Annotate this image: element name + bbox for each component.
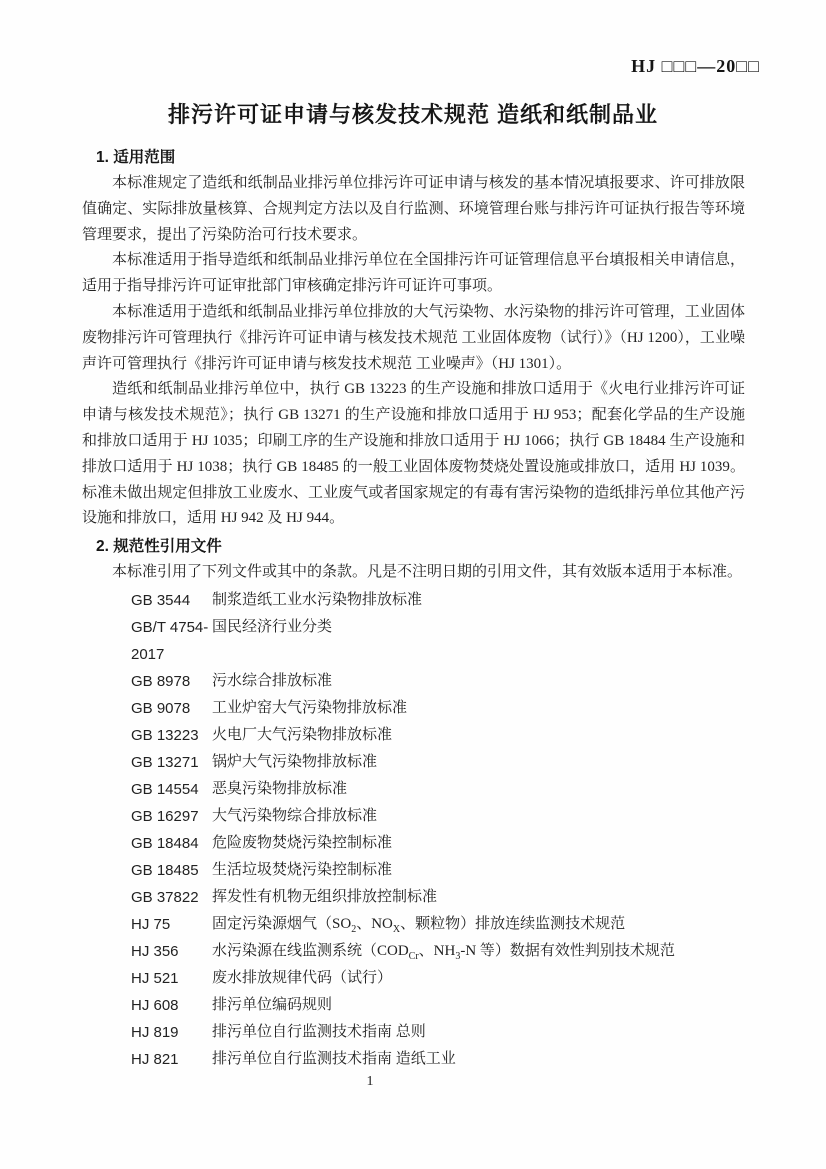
standard-number-header: HJ □□□—20□□ [631, 56, 760, 76]
reference-title: 恶臭污染物排放标准 [212, 780, 348, 797]
reference-code: GB 13223 [131, 726, 199, 744]
reference-code: GB 14554 [131, 780, 199, 798]
section-2-heading: 2. 规范性引用文件 [96, 538, 222, 556]
reference-row [131, 614, 745, 668]
body-paragraph: 本标准适用于指导造纸和纸制品业排污单位在全国排污许可证管理信息平台填报相关申请信息，适用于指导排污许可证审批部门审核确定排污许可证许可事项。 [82, 252, 745, 295]
reference-row [131, 992, 745, 1019]
body-paragraph: 造纸和纸制品业排污单位中，执行 GB 13223 的生产设施和排放口适用于《火电行业排污许可证申请与核发技术规范》；执行 GB 13271 的生产设施和排放口适用于 HJ 953；配套化学品的生产设施和排放口适用于 HJ 1035；印刷工序的生产设施和排放口适用于 HJ 1066；执行 GB 18484 生产设施和排放口适用于 HJ 1038；执行 GB 18485 的一般工业固体废物焚烧处置设施或排放口，适用 HJ 1039。标准未做出规定但排放工业废水、工业废气或者国家规定的有毒有害污染物的造纸排污单位其他产污设施和排放口，适用 HJ 942 及 HJ 944。 [82, 381, 745, 527]
reference-code: GB 3544 [131, 591, 191, 609]
reference-code: HJ 819 [131, 1023, 179, 1041]
reference-row [131, 857, 745, 884]
reference-row [131, 938, 745, 965]
reference-code: GB 8978 [131, 672, 191, 690]
body-paragraph: 本标准适用于造纸和纸制品业排污单位排放的大气污染物、水污染物的排污许可管理，工业固体废物排污许可管理执行《排污许可证申请与核发技术规范 工业固体废物（试行）》（HJ 1200），工业噪声许可管理执行《排污许可证申请与核发技术规范 工业噪声》（HJ 1301）。 [82, 303, 745, 372]
reference-title: 排污单位自行监测技术指南 造纸工业 [212, 1050, 456, 1067]
reference-row [131, 1046, 745, 1073]
reference-title: 污水综合排放标准 [212, 672, 333, 689]
reference-title: 危险废物焚烧污染控制标准 [212, 834, 393, 851]
normative-reference-list [131, 587, 745, 1073]
reference-code: HJ 521 [131, 969, 179, 987]
reference-code: GB 18485 [131, 861, 199, 879]
reference-title: 工业炉窑大气污染物排放标准 [212, 699, 408, 716]
reference-title: 排污单位编码规则 [212, 996, 333, 1013]
section-1-heading: 1. 适用范围 [96, 149, 176, 166]
page-content [0, 147, 826, 1073]
reference-code: GB 16297 [131, 807, 199, 825]
document-title: 排污许可证申请与核发技术规范 造纸和纸制品业 [167, 102, 659, 127]
reference-title: 国民经济行业分类 [212, 618, 333, 635]
reference-title: 水污染源在线监测系统（$COD_{Cr}$、$NH_3-N$ 等）数据有效性判别技术规范 [212, 942, 675, 962]
reference-row [131, 911, 745, 938]
reference-code: HJ 608 [131, 996, 179, 1014]
reference-row [131, 722, 745, 749]
reference-code: HJ 356 [131, 942, 179, 960]
section-2-intro: 本标准引用了下列文件或其中的条款。凡是不注明日期的引用文件，其有效版本适用于本标准。 [112, 564, 743, 581]
reference-title: 火电厂大气污染物排放标准 [212, 726, 393, 743]
reference-title: 锅炉大气污染物排放标准 [212, 753, 378, 770]
reference-code: HJ 75 [131, 915, 171, 933]
reference-title: 制浆造纸工业水污染物排放标准 [212, 591, 423, 608]
reference-code: GB/T 4754-2017 [131, 618, 209, 663]
reference-row [131, 668, 745, 695]
section-1-body [82, 171, 745, 532]
reference-title: 排污单位自行监测技术指南 总则 [212, 1023, 426, 1040]
reference-row [131, 749, 745, 776]
reference-title: 挥发性有机物无组织排放控制标准 [212, 888, 438, 905]
reference-code: GB 13271 [131, 753, 199, 771]
reference-row [131, 587, 745, 614]
reference-row [131, 1019, 745, 1046]
reference-title: 生活垃圾焚烧污染控制标准 [212, 861, 393, 878]
reference-title: 固定污染源烟气（$SO_2$、$NO_X$、颗粒物）排放连续监测技术规范 [212, 915, 626, 935]
reference-code: GB 37822 [131, 888, 199, 906]
reference-title: 废水排放规律代码（试行） [212, 969, 393, 986]
body-paragraph: 本标准规定了造纸和纸制品业排污单位排污许可证申请与核发的基本情况填报要求、许可排放限值确定、实际排放量核算、合规判定方法以及自行监测、环境管理台账与排污许可证执行报告等环境管理要求，提出了污染防治可行技术要求。 [82, 175, 745, 243]
reference-row [131, 695, 745, 722]
reference-row [131, 965, 745, 992]
reference-row [131, 803, 745, 830]
reference-row [131, 884, 745, 911]
reference-code: GB 9078 [131, 699, 191, 717]
reference-code: GB 18484 [131, 834, 199, 852]
reference-row [131, 776, 745, 803]
reference-row [131, 830, 745, 857]
reference-code: HJ 821 [131, 1050, 179, 1068]
page-number: 1 [366, 1074, 374, 1089]
reference-title: 大气污染物综合排放标准 [212, 807, 378, 824]
